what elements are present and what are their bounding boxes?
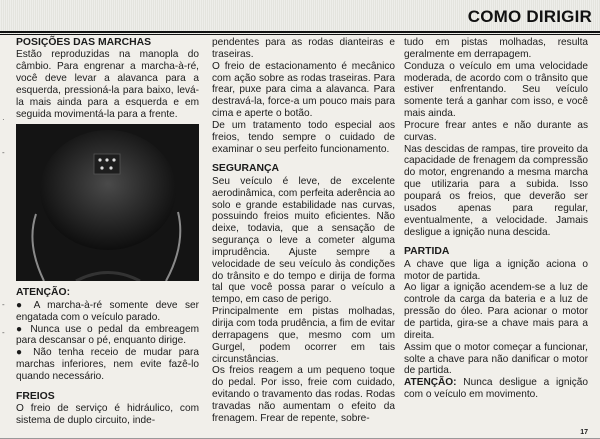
paragraph: Estão reproduzidas na manopla do câmbio. Para engrenar a marcha-à-ré, você deve levar a alavanca para a esquerda, pressioná-la para baixo, levá-la mais ainda para a esquerda e em seguida movimentá-la para a frente. <box>16 49 199 120</box>
bullet-item: ● Nunca use o pedal da embreagem para descansar o pé, enquanto dirige. <box>16 323 199 347</box>
paragraph: Seu veículo é leve, de excelente aerodinâmica, com perfeita aderência ao solo e grande estabilidade nas curvas, possuindo freios muito eficientes. Não deixe, todavia, que a sensação de segurança o leve a cometer alguma imprudência. Ajuste sempre a velocidade de seu veículo às condições do trânsito e do tempo e dirija de forma tal que você possa parar o veículo a tempo, em caso de perigo. <box>212 175 395 306</box>
column-right <box>404 37 588 401</box>
page-number: 17 <box>580 429 588 436</box>
paragraph: Os freios reagem a um pequeno toque do pedal. Por isso, freie com cuidado, evitando o travamento das rodas. Rodas travadas não aumentam o efeito da frenagem. Frear de repente, sobre- <box>212 365 395 424</box>
section-heading: FREIOS <box>16 390 55 402</box>
bullet-item: ● A marcha-à-ré somente deve ser engatada com o veículo parado. <box>16 299 199 323</box>
column-left <box>16 37 199 427</box>
margin-mark: - <box>2 328 5 337</box>
paragraph: Assim que o motor começar a funcionar, solte a chave para não danificar o motor de partida. <box>404 341 588 377</box>
section-heading: ATENÇÃO: <box>16 287 71 299</box>
paragraph: Conduza o veículo em uma velocidade moderada, de acordo com o trânsito que estiver enfrentando. Seu veículo somente terá a ganhar com isso, e você mais ainda. <box>404 60 588 120</box>
margin-mark: · <box>2 115 5 124</box>
paragraph: Nas descidas de rampas, tire proveito da capacidade de frenagem da compressão do motor, engrenando a mesma marcha que utilizaria para a subida. Isso poupará os freios, que deverão ser usados apenas para regular, eventualmente, a velocidade. Jamais desligue a ignição nuna descida. <box>404 143 588 238</box>
title-rule-bottom <box>0 34 600 35</box>
column-middle <box>212 37 395 425</box>
title-rule-top <box>0 31 600 33</box>
page-title: COMO DIRIGIR <box>467 7 592 26</box>
paragraph: Ao ligar a ignição acendem-se a luz de controle da carga da bateria e a luz de pressão do óleo. Para acionar o motor de partida, gira-se a chave mais para a direita. <box>404 282 588 341</box>
warning-paragraph <box>404 377 588 401</box>
paragraph: O freio de serviço é hidráulico, com sistema de duplo circuito, inde- <box>16 403 199 427</box>
paragraph: De um tratamento todo especial aos freios, tendo sempre o cuidado de examinar o seu perfeito funcionamento. <box>212 119 395 155</box>
paragraph: Principalmente em pistas molhadas, dirija com toda prudência, a fim de evitar derrapagens que, mesmo com um Gurgel, podem ocorrer em tais circunstâncias. <box>212 306 395 365</box>
margin-mark: - <box>2 300 5 309</box>
paragraph: tudo em pistas molhadas, resulta geralmente em derrapagem. <box>404 37 588 60</box>
warning-label: ATENÇÃO: <box>404 377 457 389</box>
gear-knob-photo <box>16 124 199 281</box>
margin-mark: - <box>2 148 5 157</box>
paragraph: O freio de estacionamento é mecânico com ação sobre as rodas traseiras. Para frear, puxe para cima a alavanca. Para destravá-la, force-a um pouco mais para cima e aperte o botão. <box>212 60 395 120</box>
warning-text: Nunca desligue a ignição com o veículo em movimento. <box>404 377 588 401</box>
paragraph: Procure frear antes e não durante as curvas. <box>404 119 588 143</box>
bullet-item: ● Não tenha receio de mudar para marchas inferiores, nem evite fazê-lo quando necessário. <box>16 347 199 382</box>
paragraph: pendentes para as rodas dianteiras e traseiras. <box>212 37 395 60</box>
section-heading: POSIÇÕES DAS MARCHAS <box>16 37 152 48</box>
gear-knob-illustration <box>16 124 199 281</box>
section-heading: SEGURANÇA <box>212 163 279 175</box>
section-heading: PARTIDA <box>404 246 450 258</box>
paragraph: A chave que liga a ignição aciona o motor de partida. <box>404 258 588 282</box>
